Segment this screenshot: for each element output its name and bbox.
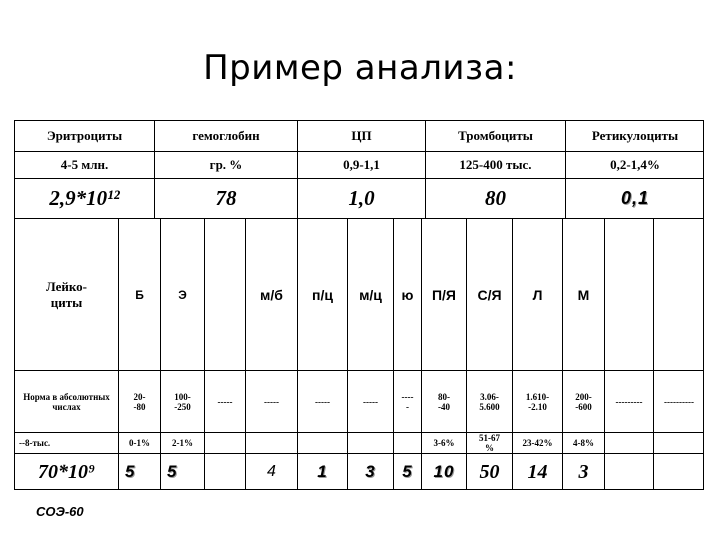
header-cell: гемоглобин [154,120,297,151]
leuko-col: Л [512,218,562,370]
value-cell: 2,9*10¹² [14,178,154,218]
pct-value [245,432,297,453]
leuko-col [604,218,653,370]
leuko-value: 5 [118,453,160,490]
header-cell: Эритроциты [14,120,154,151]
leuko-col [204,218,245,370]
leuko-col: м/б [245,218,297,370]
norm-value: ---- - [393,370,421,432]
header-cell: ЦП [297,120,425,151]
norm-value: ----- [297,370,347,432]
norm-cell: 0,9-1,1 [297,151,425,178]
norm-value: 20- -80 [118,370,160,432]
pct-value [393,432,421,453]
norm-cell: 125-400 тыс. [425,151,565,178]
norm-value: ----- [245,370,297,432]
norm-value: ---------- [653,370,704,432]
value-cell: 80 [425,178,565,218]
leuko-value: 50 [466,453,512,490]
norm-cell: 4-5 млн. [14,151,154,178]
header-cell: Тромбоциты [425,120,565,151]
page-title: Пример анализа: [203,48,517,88]
leuko-total: 70*10⁹ [14,453,118,490]
norm-value: 1.610- -2.10 [512,370,562,432]
norm-cell: 0,2-1,4% [565,151,704,178]
leuko-col: Б [118,218,160,370]
pct-value: 3-6% [421,432,466,453]
leuko-value: 5 [393,453,421,490]
leuko-value: 3 [347,453,393,490]
value-cell: 78 [154,178,297,218]
leuko-value [204,453,245,490]
leuko-col: М [562,218,604,370]
value-cell: 1,0 [297,178,425,218]
esr-label: СОЭ-60 [36,504,84,519]
leuko-value: 1 [297,453,347,490]
leuko-col [653,218,704,370]
norm-value: 100- -250 [160,370,204,432]
pct-label: --8-тыс. [14,432,118,453]
norm-cell: гр. % [154,151,297,178]
leuko-col: м/ц [347,218,393,370]
leuko-value: 4 [245,453,297,490]
pct-value: 23-42% [512,432,562,453]
leuko-value: 3 [562,453,604,490]
leuko-col: ю [393,218,421,370]
analysis-table [14,120,704,490]
leuko-value [604,453,653,490]
leuko-col: С/Я [466,218,512,370]
leuko-col: п/ц [297,218,347,370]
norm-value: ----- [347,370,393,432]
pct-value [653,432,704,453]
leuko-value: 14 [512,453,562,490]
norm-value: ----- [204,370,245,432]
header-cell: Ретикулоциты [565,120,704,151]
leuko-value [653,453,704,490]
norm-value: 3.06- 5.600 [466,370,512,432]
pct-value [347,432,393,453]
norm-value: 200- -600 [562,370,604,432]
leuko-label: Лейко- циты [14,218,118,370]
norm-value: 80- -40 [421,370,466,432]
pct-value [297,432,347,453]
leuko-col: П/Я [421,218,466,370]
leuko-value: 5 [160,453,204,490]
norm-label: Норма в абсолютных числах [14,370,118,432]
leuko-col: Э [160,218,204,370]
leuko-value: 10 [421,453,466,490]
pct-value: 4-8% [562,432,604,453]
pct-value [204,432,245,453]
pct-value: 2-1% [160,432,204,453]
value-cell: 0,1 [565,178,704,218]
norm-value: --------- [604,370,653,432]
pct-value [604,432,653,453]
pct-value: 51-67 % [466,432,512,453]
pct-value: 0-1% [118,432,160,453]
